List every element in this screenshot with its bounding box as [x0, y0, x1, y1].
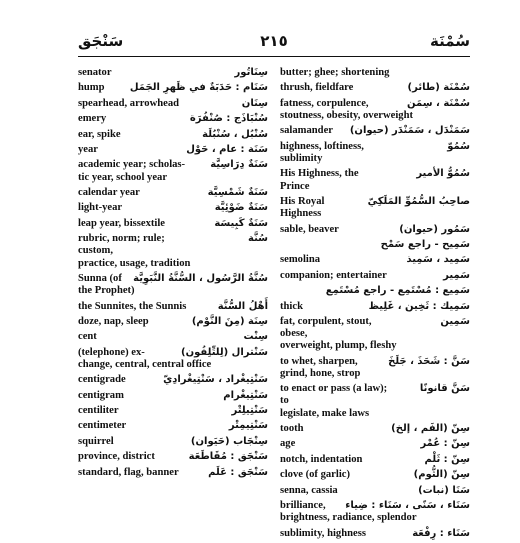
- dictionary-entry: [280, 239, 470, 251]
- arabic-headword: سَنَا (نبات): [418, 484, 470, 496]
- english-definition: sublimity, highness: [280, 527, 366, 539]
- dictionary-entry: [78, 233, 268, 270]
- entry-line: [280, 454, 470, 466]
- entry-line: [78, 202, 268, 214]
- english-definition: sable, beaver: [280, 223, 339, 235]
- english-definition: centiliter: [78, 405, 119, 417]
- entry-line: [78, 467, 268, 479]
- dictionary-entry: [280, 438, 470, 450]
- dictionary-entry: [280, 270, 470, 282]
- entry-line: [78, 420, 268, 432]
- header-first-word: سُمْنَة: [429, 32, 470, 50]
- english-definition: cent: [78, 331, 97, 343]
- entry-line: [78, 301, 268, 313]
- arabic-headword: سِنّ (الثُّوم): [413, 469, 470, 481]
- dictionary-entry: [280, 485, 470, 497]
- entry-line: [280, 239, 470, 251]
- arabic-headword: سَمِيك : ثَخِين ، غَلِيظ: [368, 300, 470, 312]
- arabic-headword: سِنّ : ثَلْم: [424, 453, 470, 465]
- english-definition: province, district: [78, 451, 155, 463]
- dictionary-entry: [280, 356, 470, 380]
- arabic-headword: سَنَةٌ شَمْسِيَّة: [207, 186, 268, 198]
- english-definition: thrush, fieldfare: [280, 82, 354, 94]
- entry-line: [78, 129, 268, 141]
- arabic-headword: سَمِيح - راجع سَمْح: [380, 238, 470, 250]
- entry-line: [78, 316, 268, 328]
- arabic-headword: سَنْتِيمِتْر: [228, 420, 268, 432]
- english-definition: butter; ghee; shortening: [280, 67, 390, 78]
- english-definition: year: [78, 143, 98, 155]
- entry-line: [280, 438, 470, 450]
- dictionary-entry: [78, 129, 268, 141]
- dictionary-entry: [78, 405, 268, 417]
- dictionary-entry: [78, 273, 268, 297]
- arabic-headword: سَنْتِيلِتْر: [231, 405, 268, 417]
- dictionary-entry: [78, 187, 268, 199]
- entry-line: [280, 356, 470, 368]
- dictionary-entry: [280, 141, 470, 165]
- entry-line: [78, 273, 268, 285]
- english-definition: fat, corpulent, stout, obese,: [280, 315, 372, 340]
- arabic-headword: سُنَّة: [248, 233, 268, 245]
- entry-line: [78, 113, 268, 125]
- entry-line: [280, 196, 470, 208]
- english-definition: senna, cassia: [280, 484, 338, 496]
- dictionary-entry: [78, 98, 268, 110]
- english-definition: semolina: [280, 254, 321, 266]
- page-header: [78, 30, 470, 57]
- dictionary-entry: [78, 113, 268, 125]
- dictionary-entry: [280, 168, 470, 192]
- english-definition: doze, nap, sleep: [78, 315, 149, 327]
- arabic-headword: سُمُوُّ الأمير: [416, 168, 470, 180]
- dictionary-entry: [280, 469, 470, 481]
- dictionary-entry: [78, 390, 268, 402]
- english-definition: His Royal: [280, 195, 325, 207]
- dictionary-entry: [78, 82, 268, 94]
- arabic-headword: سُمُوّ: [447, 140, 470, 152]
- english-definition: senator: [78, 67, 112, 78]
- entry-line: [280, 141, 470, 165]
- dictionary-entry: [78, 301, 268, 313]
- arabic-headword: سُمْنَة ، سِمَن: [407, 97, 470, 109]
- dictionary-entry: [78, 331, 268, 343]
- arabic-headword: سَنْجَق : عَلَم: [208, 466, 268, 478]
- dictionary-entry: [78, 67, 268, 79]
- arabic-headword: سُنْبَاذَج : صُنْفُرَة: [189, 113, 268, 125]
- entry-line: [280, 469, 470, 481]
- english-definition: squirrel: [78, 435, 114, 447]
- english-definition-continued: grind, hone, strop: [280, 367, 361, 379]
- arabic-headword: سَنَّ قانونًا: [419, 383, 470, 395]
- english-definition: age: [280, 438, 296, 450]
- arabic-headword: سُنَّةُ الرَّسُول ، السُّنَّةُ النَّبَوِيَّة: [133, 272, 268, 284]
- english-definition-continued: overweight, plump, fleshy: [280, 340, 397, 352]
- dictionary-entry: [280, 67, 470, 79]
- english-definition: calendar year: [78, 186, 140, 198]
- dictionary-entry: [280, 285, 470, 297]
- english-definition: light-year: [78, 202, 123, 214]
- dictionary-entry: [280, 423, 470, 435]
- entry-line: [78, 331, 268, 343]
- dictionary-entry: [280, 454, 470, 466]
- entry-line: [280, 316, 470, 340]
- entry-line: [78, 159, 268, 171]
- arabic-headword: سَنْتِيغْرام: [223, 389, 268, 401]
- dictionary-entry: [78, 159, 268, 183]
- header-last-word: سَنْجَق: [78, 32, 124, 50]
- entry-line: [280, 485, 470, 497]
- dictionary-entry: [280, 528, 470, 540]
- entry-line: [78, 98, 268, 110]
- right-column: [280, 67, 470, 543]
- arabic-headword: سِنّ : عُمْر: [420, 438, 470, 450]
- english-definition-continued: tic year, school year: [78, 171, 168, 183]
- entry-line: [78, 436, 268, 448]
- entry-line: [280, 423, 470, 435]
- entry-line: [78, 187, 268, 199]
- entry-line: [78, 67, 268, 79]
- english-definition: clove (of garlic): [280, 469, 351, 481]
- entry-line: [78, 390, 268, 402]
- english-definition-continued: legislate, make laws: [280, 407, 370, 419]
- english-definition: companion; entertainer: [280, 269, 387, 281]
- arabic-headword: سَنَة : عام ، حَوْل: [186, 143, 268, 155]
- english-definition-continued: brightness, radiance, splendor: [280, 512, 417, 524]
- arabic-headword: سِنَان: [241, 97, 268, 109]
- entry-line: [280, 301, 470, 313]
- entry-line: [280, 224, 470, 236]
- entry-line: [78, 218, 268, 230]
- dictionary-entry: [280, 500, 470, 524]
- arabic-headword: صاحِبُ السُّمُوِّ المَلَكِيّ: [367, 195, 470, 207]
- english-definition: the Sunnites, the Sunnis: [78, 300, 187, 312]
- dictionary-entry: [280, 301, 470, 313]
- english-definition: rubric, norm; rule; custom,: [78, 233, 165, 257]
- dictionary-entry: [280, 196, 470, 220]
- dictionary-entry: [78, 316, 268, 328]
- english-definition: thick: [280, 300, 303, 312]
- entry-line: [78, 347, 268, 359]
- dictionary-entry: [78, 467, 268, 479]
- arabic-headword: سَنَةٌ ضَوْئِيَّة: [214, 202, 268, 214]
- english-definition: Sunna (of: [78, 272, 122, 284]
- english-definition-continued: change, central, central office: [78, 358, 212, 370]
- english-definition: centigrade: [78, 374, 126, 386]
- arabic-headword: سَمِين: [440, 315, 470, 327]
- english-definition-continued: practice, usage, tradition: [78, 257, 191, 269]
- entry-line: [280, 254, 470, 266]
- entry-line: [280, 82, 470, 94]
- arabic-headword: سِنَة (مِنَ النَّوْم): [191, 315, 268, 327]
- english-definition: (telephone) ex-: [78, 346, 145, 358]
- arabic-headword: سُمْنَة (طائر): [407, 82, 470, 94]
- dictionary-entry: [78, 202, 268, 214]
- english-definition: centimeter: [78, 420, 127, 432]
- dictionary-entry: [280, 383, 470, 420]
- dictionary-entry: [78, 144, 268, 156]
- dictionary-entry: [280, 98, 470, 122]
- entry-line: [78, 82, 268, 94]
- english-definition: ear, spike: [78, 128, 121, 140]
- dictionary-entry: [78, 451, 268, 463]
- dictionary-entry: [78, 374, 268, 386]
- arabic-headword: سَنْتِيغْراد ، سَنْتِيغْرادِيّ: [163, 374, 268, 386]
- entry-line: [78, 233, 268, 257]
- entry-line: [78, 144, 268, 156]
- dictionary-page: [78, 30, 470, 539]
- left-column: [78, 67, 268, 482]
- entry-line: [280, 67, 470, 79]
- english-definition: academic year; scholas-: [78, 159, 186, 171]
- english-definition: to enact or pass (a law); to: [280, 383, 388, 407]
- arabic-headword: سَنْجَق : مُقَاطَعَة: [188, 451, 268, 463]
- dictionary-entry: [280, 125, 470, 137]
- arabic-headword: سَنَاء : رِفْعَة: [412, 527, 470, 539]
- dictionary-entry: [280, 316, 470, 353]
- english-definition: His Highness, the Prince: [280, 168, 359, 192]
- english-definition: fatness, corpulence,: [280, 97, 369, 109]
- english-definition: brilliance,: [280, 500, 326, 512]
- arabic-headword: سِنْت: [243, 331, 268, 343]
- arabic-headword: سَمِيد ، سَمِيذ: [406, 254, 470, 266]
- english-definition: emery: [78, 113, 107, 125]
- entry-line: [78, 374, 268, 386]
- arabic-headword: سَنَةٌ دِرَاسِيَّة: [210, 159, 268, 171]
- arabic-headword: سِنّ (الفَم ، إلخ): [391, 423, 470, 435]
- entry-line: [280, 285, 470, 297]
- dictionary-entry: [78, 347, 268, 371]
- dictionary-entry: [280, 224, 470, 236]
- english-definition: to whet, sharpen,: [280, 355, 358, 367]
- english-definition-continued: stoutness, obesity, overweight: [280, 109, 414, 121]
- english-definition: spearhead, arrowhead: [78, 97, 180, 109]
- arabic-headword: سُنْبُل ، سُنْبُلَة: [202, 128, 268, 140]
- arabic-headword: سَنَاء ، سَنًى ، سَنَاء : ضِياء: [345, 500, 470, 512]
- entry-line: [280, 383, 470, 407]
- dictionary-entry: [280, 254, 470, 266]
- english-definition: highness, loftiness, sublimity: [280, 140, 364, 164]
- entry-line: [280, 125, 470, 137]
- entry-line: [280, 270, 470, 282]
- english-definition: standard, flag, banner: [78, 466, 179, 478]
- arabic-headword: أَهْلُ السُّنَّة: [217, 300, 268, 312]
- arabic-headword: سَنَّ : شَحَذَ ، جَلَخَ: [388, 355, 470, 367]
- dictionary-entry: [280, 82, 470, 94]
- entry-line: [280, 500, 470, 512]
- arabic-headword: سَمَنْدَل ، سَمَنْدَر (حيوان): [349, 125, 470, 137]
- english-definition: leap year, bissextile: [78, 217, 165, 229]
- arabic-headword: سَنَام : حَدَبَةٌ في ظَهرِ الجَمَل: [129, 82, 268, 94]
- english-definition: notch, indentation: [280, 453, 363, 465]
- arabic-headword: سَنْترال (لِلتِّلِفُون): [181, 346, 268, 358]
- english-definition: hump: [78, 82, 105, 94]
- english-definition-continued: Highness: [280, 208, 322, 220]
- entry-line: [280, 168, 470, 192]
- dictionary-entry: [78, 420, 268, 432]
- entry-line: [78, 451, 268, 463]
- arabic-headword: سِنَاتُور: [234, 67, 268, 78]
- arabic-headword: سَنَةٌ كَبِيسَة: [214, 217, 268, 229]
- arabic-headword: سَمِير: [443, 269, 470, 281]
- dictionary-entry: [78, 218, 268, 230]
- english-definition-continued: the Prophet): [78, 285, 135, 297]
- entry-line: [78, 405, 268, 417]
- entry-line: [280, 528, 470, 540]
- english-definition: centigram: [78, 389, 124, 401]
- page-number: ٢١٥: [260, 32, 288, 50]
- arabic-headword: سَمِيع : مُسْتَمِع - راجع مُسْتَمِع: [325, 285, 470, 297]
- dictionary-entry: [78, 436, 268, 448]
- entry-line: [280, 98, 470, 110]
- arabic-headword: سِنْجَاب (حَيَوان): [190, 435, 268, 447]
- english-definition: tooth: [280, 423, 304, 435]
- english-definition: salamander: [280, 125, 333, 137]
- arabic-headword: سَمُور (حيوان): [399, 223, 470, 235]
